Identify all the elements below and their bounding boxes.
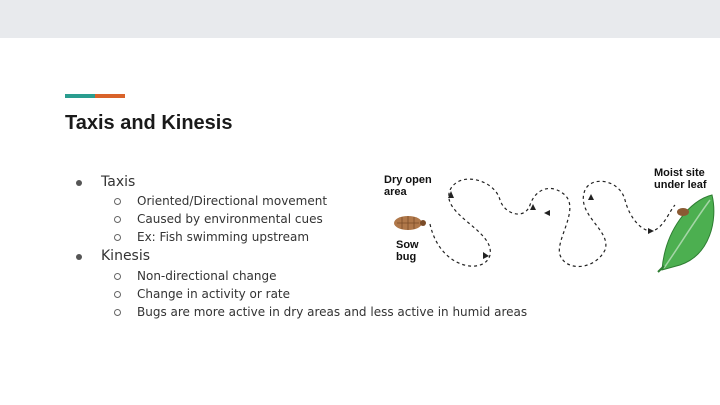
label-line: Dry open	[384, 174, 432, 186]
label-line: Moist site	[654, 167, 705, 179]
label-moist-site	[654, 167, 707, 191]
sub-bullet-text: Oriented/Directional movement	[137, 194, 328, 208]
arrow-icon	[544, 210, 550, 216]
sub-bullet-circle	[114, 198, 121, 205]
leaf-icon	[658, 195, 714, 272]
label-line: bug	[396, 251, 417, 263]
sub-bullet-text: Change in activity or rate	[137, 287, 291, 301]
label-sow-bug	[396, 239, 419, 263]
browser-top-bar	[0, 0, 720, 38]
arrow-icon	[588, 194, 594, 200]
sub-bullet-text: Ex: Fish swimming upstream	[137, 230, 310, 244]
title-accent-bar	[65, 94, 125, 98]
bullet-dot	[76, 254, 82, 260]
sub-bullet-circle	[114, 216, 121, 223]
sub-bullet-text: Non-directional change	[137, 269, 277, 283]
label-line: under leaf	[654, 179, 707, 191]
label-line: area	[384, 186, 407, 198]
sub-bullet-circle	[114, 309, 121, 316]
sub-bullet-circle	[114, 273, 121, 280]
sow-bug-icon	[394, 216, 426, 230]
movement-path	[430, 179, 675, 266]
accent-orange	[95, 94, 125, 98]
sub-bullet-circle	[114, 291, 121, 298]
arrow-icon	[483, 252, 489, 259]
sub-bullet-text: Bugs are more active in dry areas and less active in humid areas	[137, 305, 528, 319]
accent-teal	[65, 94, 95, 98]
label-line: Sow	[396, 239, 419, 251]
arrow-icon	[648, 228, 654, 234]
sub-bullet-circle	[114, 234, 121, 241]
label-dry-open-area	[384, 174, 432, 198]
sub-bullet-text: Caused by environmental cues	[137, 212, 323, 226]
slide-title: Taxis and Kinesis	[65, 112, 233, 134]
bullet-kinesis: Kinesis	[101, 248, 151, 264]
bullet-dot	[76, 180, 82, 186]
arrow-icon	[530, 204, 536, 210]
bullet-taxis: Taxis	[101, 174, 136, 190]
